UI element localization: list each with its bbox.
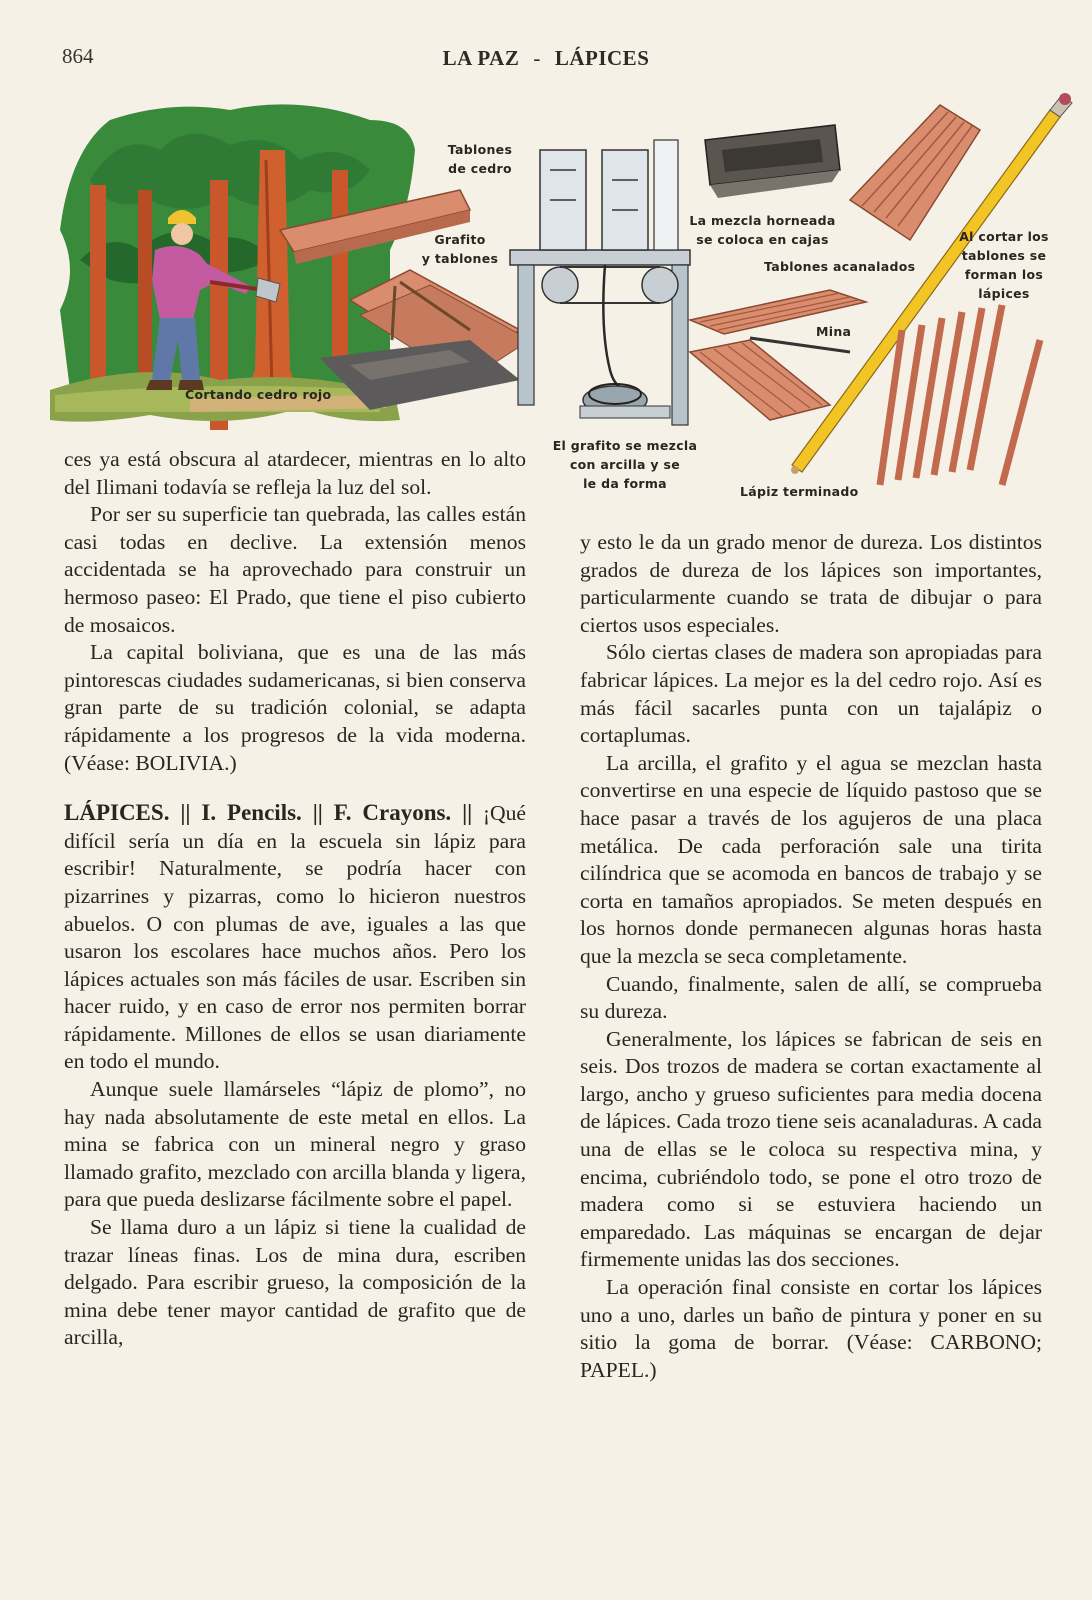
running-head-separator: - [533,46,541,70]
right-paragraph-3: La arcilla, el grafito y el agua se mezclan hasta convertirse en una especie de líquido pastoso que se hace pasar a través de los agujeros de una placa metálica. De cada perforación sale una tirita cilíndrica que se acomoda en bancos de trabajo y se corta en tamaños apropiados. Se meten después en los hornos donde permanecen algunas horas hasta que la mezcla se seca completamente. [580,750,1042,968]
caption-mina: Mina [816,324,852,339]
caption-tablones-cedro: Tablones de cedro [447,142,513,176]
mixing-machine [510,140,690,425]
caption-grafito-mezcla: El grafito se mezcla con arcilla y se le da forma [552,438,698,491]
left-paragraph-2: Por ser su superficie tan quebrada, las calles están casi todas en declive. La extensión menos accidentada se ha aprovechado para construir un hermoso paseo: El Prado, que tiene el piso cubierto de mosaicos. [64,502,526,637]
pencil-sticks-block [850,105,980,240]
entry-heading: LÁPICES. || I. Pencils. || F. Crayons. || [64,800,473,826]
left-paragraph-1: ces ya está obscura al atardecer, mientras en lo alto del Ilimani todavía se refleja la luz del sol. [64,447,526,499]
caption-cortando-cedro: Cortando cedro rojo [185,387,332,402]
right-paragraph-1: y esto le da un grado menor de dureza. Los distintos grados de dureza de los lápices son importantes, particularmente cuando se trata de dibujar o para ciertos usos especiales. [580,530,1042,637]
left-paragraph-5: Aunque suele llamárseles “lápiz de plomo”, no hay nada absolutamente de este metal en ellos. La mina se fabrica con un mineral negro y graso llamado grafito, mezclado con arcilla blanda y ligera, para que pueda deslizarse fácilmente sobre el papel. [64,1077,526,1212]
entry-lapices [64,799,526,1076]
right-column [580,529,1042,1384]
right-paragraph-6: La operación final consiste en cortar los lápices uno a uno, darles un baño de pintura y poner en su sitio la goma de borrar. (Véase: CARBONO; PAPEL.) [580,1275,1042,1382]
right-paragraph-5: Generalmente, los lápices se fabrican de seis en seis. Dos trozos de madera se cortan exactamente al largo, ancho y grueso suficientes para media docena de lápices. Cada trozo tiene seis acanaladuras. A cada una de ellas se le coloca su respectiva mina, y encima, cubriéndolo todo, se pone el otro trozo de madera como si se estuviera haciendo un emparedado. Las máquinas se encargan de dejar firmemente unidas las dos secciones. [580,1026,1042,1272]
caption-al-cortar: Al cortar los tablones se forman los lápices [959,229,1049,301]
right-paragraph-2: Sólo ciertas clases de madera son apropiadas para fabricar lápices. La mejor es la del cedro rojo. Así es más fácil sacarles punta con un tajalápiz o cortaplumas. [580,640,1042,748]
caption-lapiz-terminado: Lápiz terminado [740,484,859,499]
running-head-left: LA PAZ [442,46,520,70]
caption-tablones-acanalados: Tablones acanalados [764,259,916,274]
running-head [0,46,1092,71]
left-paragraph-3: La capital boliviana, que es una de las más pintorescas ciudades sudamericanas, si bien conserva gran parte de su tradición colonial, se adapta rápidamente a los progresos de la vida moderna. (Véase: BOLIVIA.) [64,640,526,775]
left-column [64,446,526,1352]
entry-body: ¡Qué difícil sería un día en la escuela sin lápiz para escribir! Naturalmente, se podría hacer con pizarrines y pizarras, como lo hicieron nuestros abuelos. O con plumas de ave, iguales a las que usaron los escolares hace muchos años. Pero los lápices actuales son más fáciles de usar. Escriben sin hacer ruido, y en caso de error nos permiten borrar rápidamente. Millones de ellos se usan diariamente en todo el mundo. [64,801,526,1074]
right-paragraph-4: Cuando, finalmente, salen de allí, se comprueba su dureza. [580,971,1042,1024]
left-paragraph-6: Se llama duro a un lápiz si tiene la cualidad de trazar líneas finas. Los de mina dura, escriben delgado. Para escribir grueso, la composición de la mina debe tener mayor cantidad de grafito que de arcilla, [64,1215,526,1350]
caption-mezcla-horneada: La mezcla horneada se coloca en cajas [689,213,836,247]
page-number: 864 [62,44,94,68]
loose-pencils [880,305,1040,485]
caption-grafito-tablones: Grafito y tablones [421,232,499,266]
baking-tray [705,125,840,198]
running-head-right: LÁPICES [554,46,650,70]
